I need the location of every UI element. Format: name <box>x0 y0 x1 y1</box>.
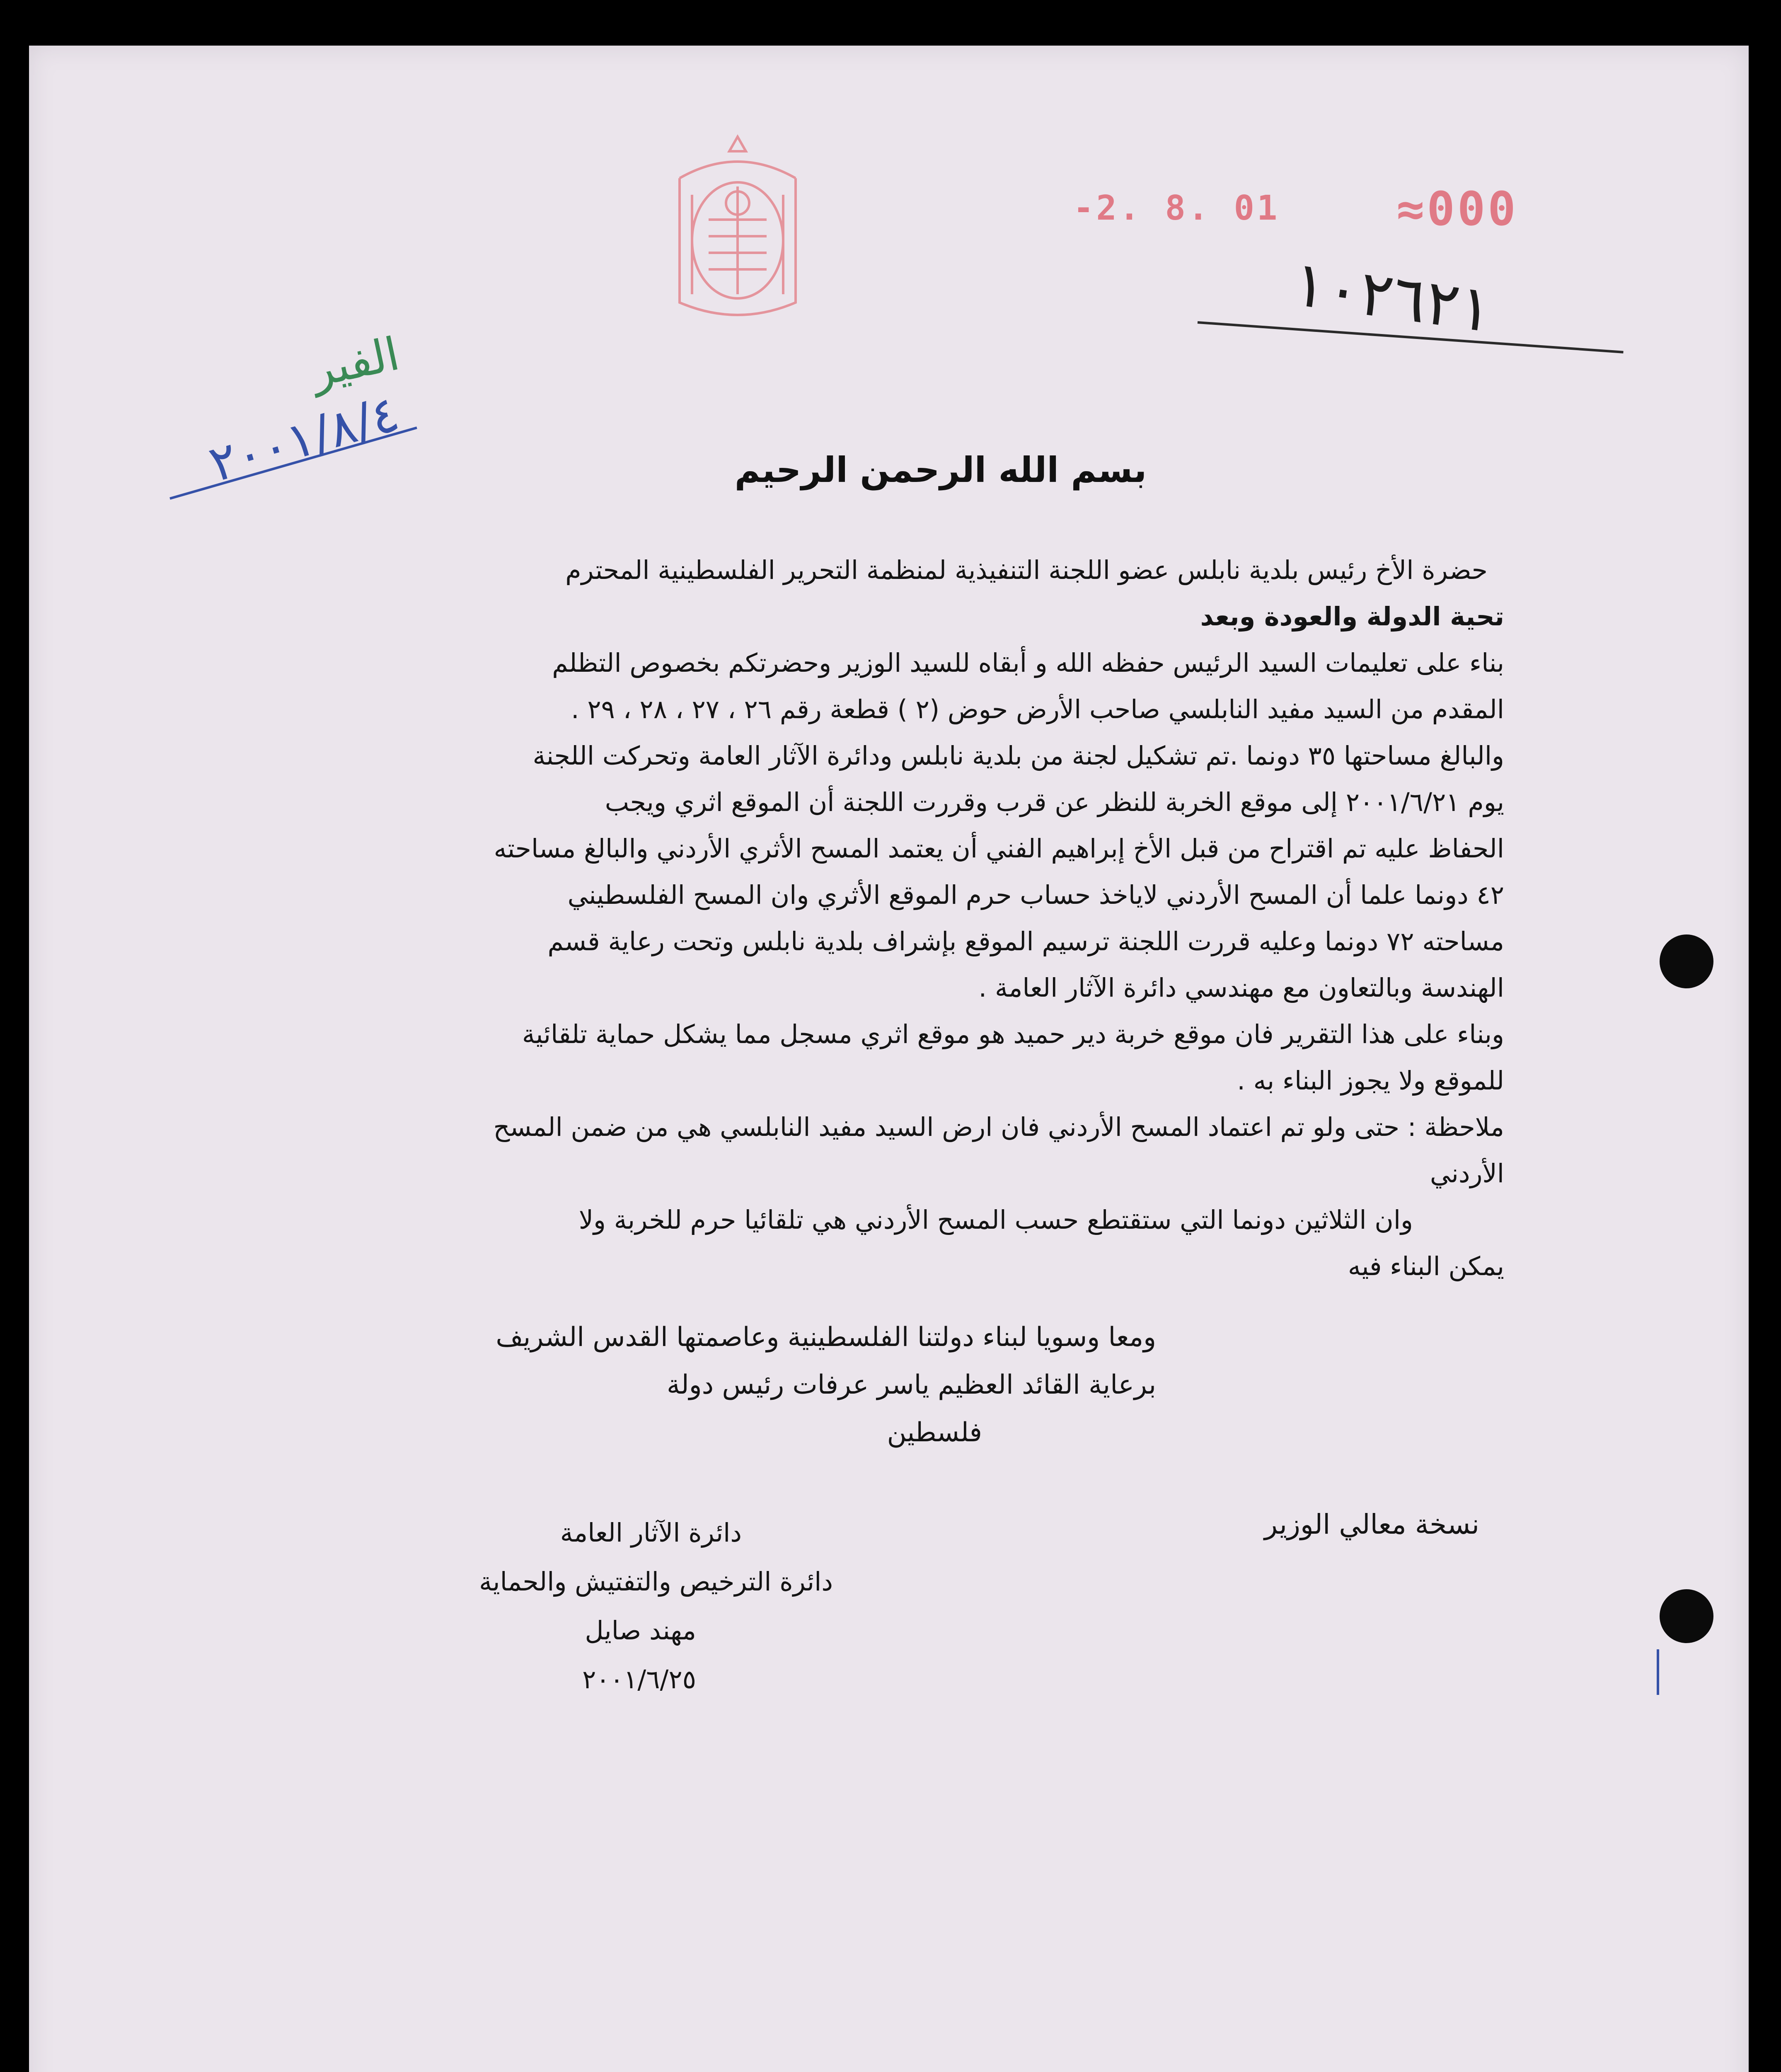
signature-date: ٢٠٠١/٦/٢٥ <box>582 1664 696 1694</box>
body-line: والبالغ مساحتها ٣٥ دونما .تم تشكيل لجنة من بلدية نابلس ودائرة الآثار العامة وتحركت اللجنة <box>532 741 1504 771</box>
greeting-line: تحية الدولة والعودة وبعد <box>1200 601 1504 632</box>
note-line: الأردني <box>1430 1158 1504 1188</box>
note-line: يمكن البناء فيه <box>1348 1251 1504 1281</box>
signature-block <box>352 1508 833 1704</box>
official-seal-stamp <box>663 128 812 336</box>
body-line: المقدم من السيد مفيد النابلسي صاحب الأرض حوض (٢ ) قطعة رقم ٢٦ ، ٢٧ ، ٢٨ ، ٢٩ . <box>571 694 1504 724</box>
closing-line: برعاية القائد العظيم ياسر عرفات رئيس دولة <box>666 1370 1156 1400</box>
body-line: مساحته ٧٢ دونما وعليه قررت اللجنة ترسيم الموقع بإشراف بلدية نابلس وتحت رعاية قسم <box>547 926 1504 956</box>
document-page <box>29 46 1749 2072</box>
body-line: الحفاظ عليه تم اقتراح من قبل الأخ إبراهيم الفني أن يعتمد المسح الأثري الأردني والبالغ مساحته <box>494 833 1504 864</box>
body-line: بناء على تعليمات السيد الرئيس حفظه الله و أبقاه للسيد الوزير وحضرتكم بخصوص التظلم <box>552 648 1504 678</box>
handwritten-reference-number: ١٠٢٦٢١ <box>1289 247 1498 347</box>
note-line: وان الثلاثين دونما التي ستقتطع حسب المسح الأردني هي تلقائيا حرم للخربة ولا <box>578 1205 1413 1235</box>
body-line: الهندسة وبالتعاون مع مهندسي دائرة الآثار العامة . <box>978 973 1504 1003</box>
signature-division: دائرة الترخيص والتفتيش والحماية <box>479 1566 833 1597</box>
closing-statement <box>402 1314 1156 1457</box>
handwritten-blue-date: ٢٠٠١/٨/٤ <box>203 385 405 494</box>
body-line: ٤٢ دونما علما أن المسح الأردني لاياخذ حساب حرم الموقع الأثري وان المسح الفلسطيني <box>567 880 1504 910</box>
handwritten-green-note: الفير <box>306 327 404 397</box>
copy-recipient-label: نسخة معالي الوزير <box>1264 1508 1479 1540</box>
closing-line: فلسطين <box>887 1417 982 1448</box>
signature-name: مهند صايل <box>585 1615 696 1646</box>
signature-department: دائرة الآثار العامة <box>560 1518 742 1548</box>
letter-body <box>302 547 1504 1290</box>
punch-hole <box>1660 934 1713 988</box>
margin-pen-mark <box>1657 1649 1659 1695</box>
note-line: ملاحظة : حتى ولو تم اعتماد المسح الأردني فان ارض السيد مفيد النابلسي هي من ضمن المسح <box>493 1112 1504 1142</box>
basmala-heading: بسم الله الرحمن الرحيم <box>734 450 1147 490</box>
body-line: يوم ٢٠٠١/٦/٢١ إلى موقع الخربة للنظر عن قرب وقررت اللجنة أن الموقع اثري ويجب <box>605 787 1504 817</box>
closing-line: ومعا وسويا لبناء دولتنا الفلسطينية وعاصمتها القدس الشريف <box>496 1322 1156 1353</box>
stamp-counter-number: ≈000 <box>1396 182 1518 236</box>
salutation-line: حضرة الأخ رئيس بلدية نابلس عضو اللجنة التنفيذية لمنظمة التحرير الفلسطينية المحترم <box>565 555 1488 585</box>
received-date-stamp: -2. 8. 01 <box>1073 189 1280 228</box>
body-line: للموقع ولا يجوز البناء به . <box>1237 1065 1504 1096</box>
body-line: وبناء على هذا التقرير فان موقع خربة دير حميد هو موقع اثري مسجل مما يشكل حماية تلقائية <box>522 1019 1504 1049</box>
punch-hole <box>1660 1589 1713 1643</box>
